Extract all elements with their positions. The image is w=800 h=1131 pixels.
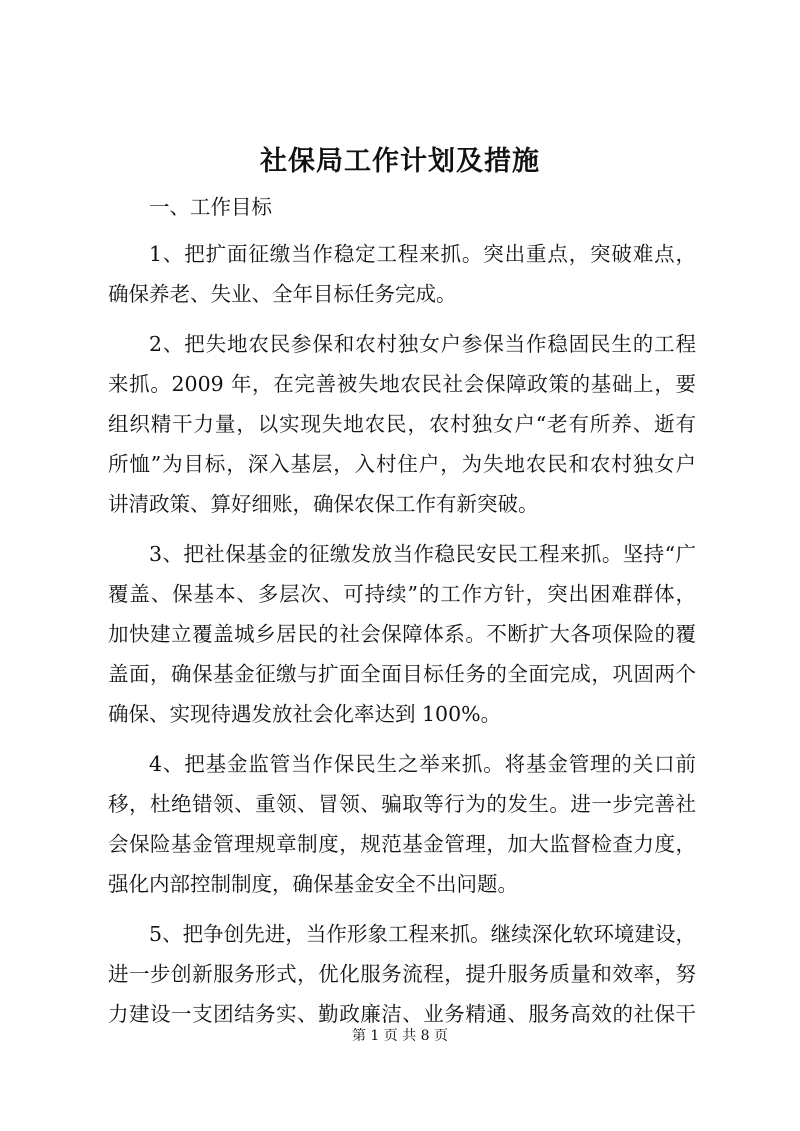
paragraph-line: 2、把失地农民参保和农村独女户参保当作稳固民生的工程 (149, 332, 696, 356)
paragraph-line: 会保险基金管理规章制度，规范基金管理，加大监督检查力度， (108, 832, 696, 856)
paragraph-line: 5、把争创先进，当作形象工程来抓。继续深化软环境建设， (149, 922, 696, 946)
paragraph-line: 所恤”为目标，深入基层，入村住户，为失地农民和农村独女户 (108, 452, 696, 476)
paragraph-2 (108, 324, 696, 524)
paragraph-4 (108, 744, 696, 904)
paragraph-line: 组织精干力量，以实现失地农民，农村独女户“老有所养、逝有 (108, 412, 696, 436)
paragraph-1 (108, 234, 696, 314)
paragraph-line: 加快建立覆盖城乡居民的社会保障体系。不断扩大各项保险的覆 (108, 622, 696, 646)
document-title: 社保局工作计划及措施 (260, 146, 540, 177)
paragraph-line: 进一步创新服务形式，优化服务流程，提升服务质量和效率，努 (108, 962, 696, 986)
page-number-footer: 第 1 页 共 8 页 (351, 1028, 449, 1044)
document-body (108, 190, 696, 1044)
paragraph-line: 确保、实现待遇发放社会化率达到 100%。 (108, 702, 502, 726)
paragraph-line: 确保养老、失业、全年目标任务完成。 (108, 282, 457, 306)
paragraph-line: 移，杜绝错领、重领、冒领、骗取等行为的发生。进一步完善社 (108, 792, 696, 816)
paragraph-line: 4、把基金监管当作保民生之举来抓。将基金管理的关口前 (149, 752, 696, 776)
paragraph-line: 覆盖、保基本、多层次、可持续”的工作方针，突出困难群体， (108, 582, 696, 606)
paragraph-5 (108, 914, 696, 1034)
paragraph-line: 力建设一支团结务实、勤政廉洁、业务精通、服务高效的社保干 (108, 1002, 696, 1026)
paragraph-line: 讲清政策、算好细账，确保农保工作有新突破。 (108, 492, 539, 516)
section-heading: 一、工作目标 (149, 195, 272, 219)
paragraph-line: 来抓。2009 年，在完善被失地农民社会保障政策的基础上，要 (108, 372, 696, 396)
paragraph-line: 盖面，确保基金征缴与扩面全面目标任务的全面完成，巩固两个 (108, 662, 696, 686)
paragraph-line: 强化内部控制制度，确保基金安全不出问题。 (108, 872, 518, 896)
paragraph-line: 1、把扩面征缴当作稳定工程来抓。突出重点，突破难点， (149, 242, 696, 266)
paragraph-3 (108, 534, 696, 734)
paragraph-line: 3、把社保基金的征缴发放当作稳民安民工程来抓。坚持“广 (149, 542, 696, 566)
